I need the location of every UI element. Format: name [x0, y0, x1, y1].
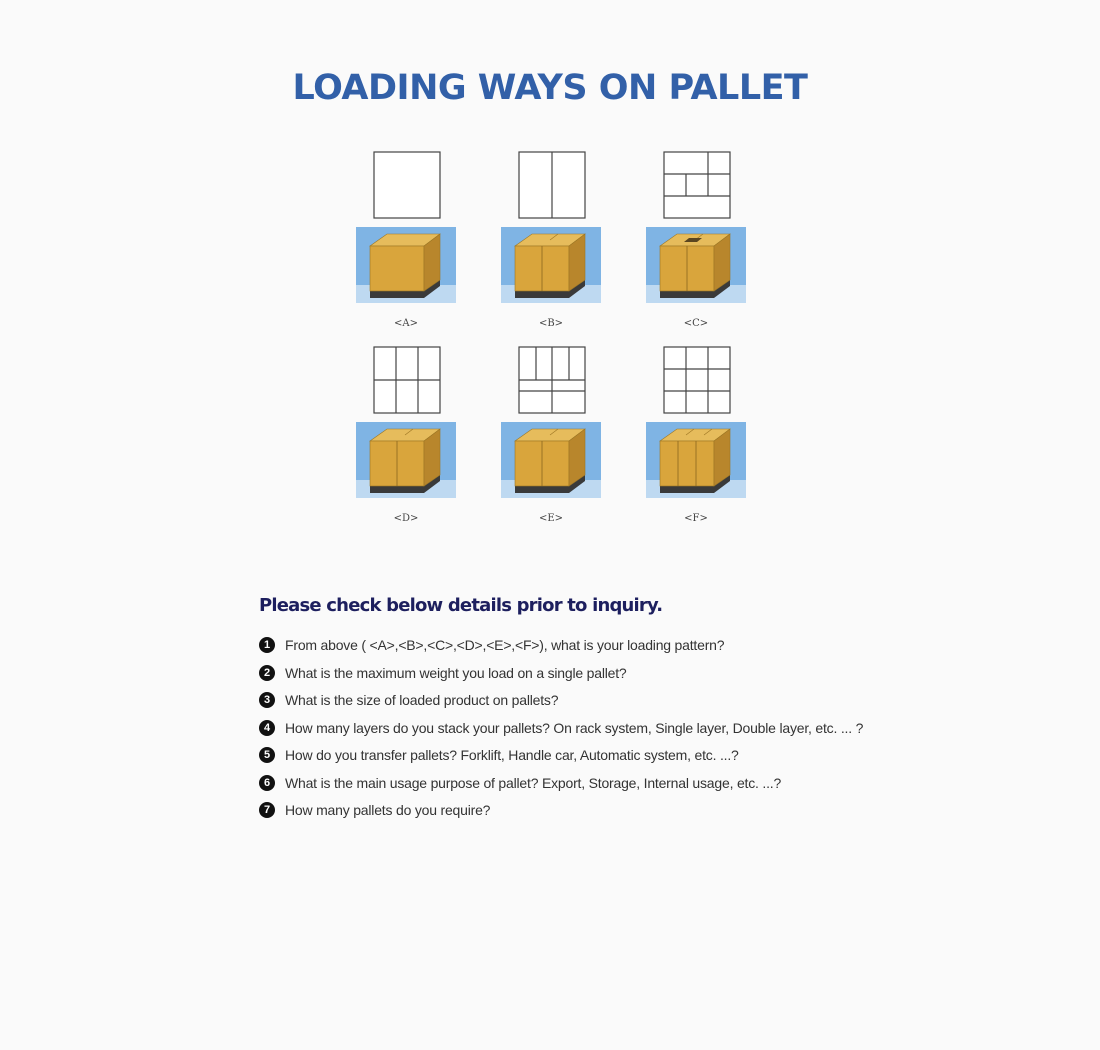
question-item [259, 662, 863, 690]
question-item [259, 772, 863, 800]
question-text: How many pallets do you require? [285, 802, 491, 818]
question-item [259, 744, 863, 772]
pattern-e [499, 345, 603, 525]
question-text: What is the main usage purpose of pallet? Export, Storage, Internal usage, etc. ...? [285, 774, 782, 791]
inquiry-heading: Please check below details prior to inquiry. [259, 595, 663, 616]
pattern-a [354, 150, 458, 330]
top-view-diagram [664, 347, 730, 413]
number-2-icon: 2 [259, 665, 275, 681]
top-view-diagram [519, 152, 585, 218]
pattern-illustration [354, 345, 458, 510]
pattern-c [644, 150, 748, 330]
top-view-diagram [664, 152, 730, 218]
number-6-icon: 6 [259, 775, 275, 791]
pattern-label: <D> [393, 513, 419, 524]
question-text: How do you transfer pallets? Forklift, Handle car, Automatic system, etc. ...? [285, 747, 739, 763]
pattern-b [499, 150, 603, 330]
question-item [259, 799, 863, 827]
pattern-label: <A> [394, 318, 418, 329]
number-1-icon: 1 [259, 637, 275, 653]
question-item [259, 634, 863, 662]
number-4-icon: 4 [259, 720, 275, 736]
top-view-diagram [374, 152, 440, 218]
pattern-f [644, 345, 748, 525]
question-item [259, 689, 863, 717]
pattern-illustration [354, 150, 458, 315]
pattern-d [354, 345, 458, 525]
question-text: What is the maximum weight you load on a single pallet? [285, 664, 627, 681]
pattern-illustration [644, 345, 748, 510]
question-text: From above ( <A>,<B>,<C>,<D>,<E>,<F>), what is your loading pattern? [285, 637, 725, 653]
pattern-label: <C> [683, 318, 709, 329]
pattern-illustration [644, 150, 748, 315]
pattern-label: <F> [684, 513, 708, 524]
question-item [259, 717, 863, 745]
number-5-icon: 5 [259, 747, 275, 763]
top-view-diagram [374, 347, 440, 413]
pattern-illustration [499, 345, 603, 510]
cargo-box [370, 246, 424, 291]
pattern-illustration [499, 150, 603, 315]
pattern-label: <E> [538, 513, 564, 524]
question-text: What is the size of loaded product on pallets? [285, 692, 559, 708]
cargo-box [660, 441, 714, 486]
top-view-diagram [519, 347, 585, 413]
number-7-icon: 7 [259, 802, 275, 818]
pattern-label: <B> [538, 318, 564, 329]
number-3-icon: 3 [259, 692, 275, 708]
page-title: LOADING WAYS ON PALLET [292, 68, 808, 108]
inquiry-question-list [259, 634, 863, 827]
question-text: How many layers do you stack your pallets? On rack system, Single layer, Double layer, etc. ... ? [285, 719, 864, 736]
